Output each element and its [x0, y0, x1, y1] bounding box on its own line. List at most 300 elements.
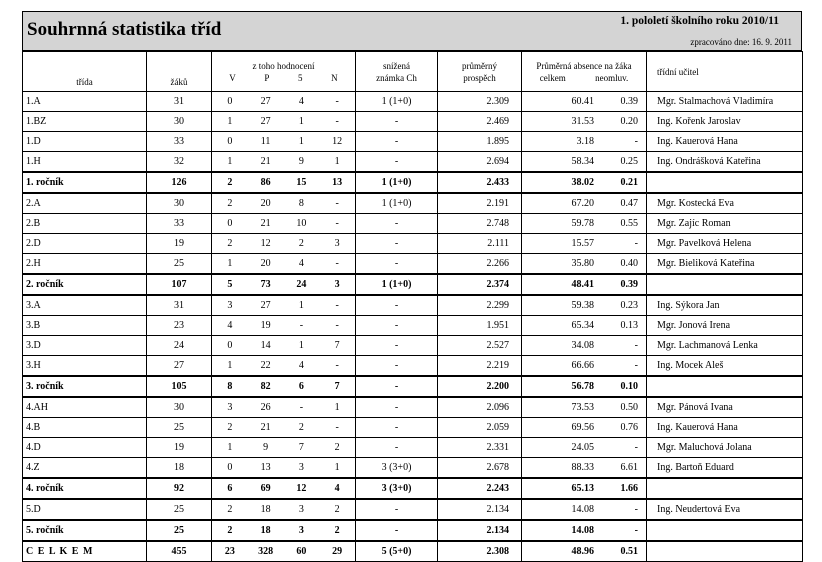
cell-v: 2 — [227, 177, 233, 188]
cell-prumer: 2.200 — [438, 376, 522, 397]
cell-ucitel: Ing. Kauerová Hana — [647, 132, 803, 152]
cell-p: 12 — [260, 238, 271, 249]
cell-neomluv: 0.21 — [620, 177, 638, 188]
cell-prumer: 2.374 — [438, 274, 522, 295]
cell-prumer: 2.694 — [438, 152, 522, 173]
cell-p: 13 — [260, 462, 271, 473]
cell-hodnoceni — [212, 397, 356, 418]
cell-prumer: 2.191 — [438, 193, 522, 214]
hodnoceni-values — [212, 156, 355, 167]
cell-zaku: 31 — [147, 295, 212, 316]
cell-v: 4 — [227, 320, 233, 331]
cell-v: 2 — [227, 238, 233, 249]
col-header-snizena — [356, 52, 438, 92]
cell-celkem: 65.34 — [571, 320, 594, 331]
cell-absence — [522, 214, 647, 234]
cell-n: - — [335, 198, 339, 209]
cell-prumer: 2.096 — [438, 397, 522, 418]
cell-n: 2 — [334, 525, 340, 536]
cell-5: 9 — [298, 156, 304, 167]
cell-absence — [522, 132, 647, 152]
cell-snizena: - — [356, 316, 438, 336]
cell-hodnoceni — [212, 376, 356, 397]
cell-absence — [522, 418, 647, 438]
cell-trida: 1.D — [23, 132, 147, 152]
col-header-ucitel: třídní učitel — [647, 52, 803, 92]
absence-values — [522, 300, 646, 311]
col-header-5: 5 — [298, 72, 303, 83]
hodnoceni-values — [212, 504, 355, 515]
cell-neomluv: 0.10 — [620, 381, 638, 392]
cell-v: 0 — [227, 218, 233, 229]
cell-absence — [522, 336, 647, 356]
col-header-n: N — [331, 72, 338, 83]
cell-v: 1 — [227, 116, 233, 127]
cell-5: 24 — [296, 279, 307, 290]
hodnoceni-values — [212, 136, 355, 147]
cell-absence — [522, 356, 647, 377]
cell-5: 6 — [298, 381, 304, 392]
report-header — [22, 11, 802, 51]
table-row — [23, 152, 803, 173]
cell-ucitel: Ing. Neudertová Eva — [647, 499, 803, 520]
cell-trida: 5.D — [23, 499, 147, 520]
cell-absence — [522, 520, 647, 541]
cell-celkem: 24.05 — [571, 442, 594, 453]
cell-ucitel: Mgr. Maluchová Jolana — [647, 438, 803, 458]
cell-snizena: 1 (1+0) — [356, 193, 438, 214]
cell-snizena: 1 (1+0) — [356, 274, 438, 295]
cell-absence — [522, 397, 647, 418]
col-header-p: P — [264, 72, 270, 83]
absence-values — [522, 218, 646, 229]
cell-p: 21 — [260, 218, 271, 229]
absence-values — [522, 279, 646, 290]
cell-hodnoceni — [212, 254, 356, 275]
cell-zaku: 33 — [147, 132, 212, 152]
cell-neomluv: 0.51 — [620, 546, 638, 557]
cell-absence — [522, 499, 647, 520]
cell-trida: 2.H — [23, 254, 147, 275]
cell-v: 5 — [227, 279, 233, 290]
cell-n: - — [335, 258, 339, 269]
cell-p: 20 — [260, 258, 271, 269]
cell-neomluv: 1.66 — [620, 483, 638, 494]
cell-neomluv: 0.39 — [620, 279, 638, 290]
cell-5: 4 — [298, 360, 304, 371]
cell-hodnoceni — [212, 92, 356, 112]
cell-neomluv: 0.39 — [620, 96, 638, 107]
hodnoceni-values — [212, 238, 355, 249]
hodnoceni-values — [212, 116, 355, 127]
cell-ucitel — [647, 376, 803, 397]
cell-celkem: 56.78 — [571, 381, 594, 392]
cell-absence — [522, 316, 647, 336]
cell-p: 328 — [258, 546, 274, 557]
cell-zaku: 31 — [147, 92, 212, 112]
cell-absence — [522, 234, 647, 254]
cell-trida: 3.D — [23, 336, 147, 356]
cell-snizena: 5 (5+0) — [356, 541, 438, 562]
cell-neomluv: 0.25 — [620, 156, 638, 167]
cell-5: 60 — [296, 546, 307, 557]
cell-zaku: 25 — [147, 520, 212, 541]
cell-celkem: 65.13 — [571, 483, 594, 494]
cell-5: 2 — [298, 422, 304, 433]
cell-celkem: 14.08 — [571, 525, 594, 536]
cell-absence — [522, 112, 647, 132]
cell-p: 73 — [260, 279, 271, 290]
table-row — [23, 214, 803, 234]
cell-ucitel: Mgr. Jonová Irena — [647, 316, 803, 336]
cell-hodnoceni — [212, 418, 356, 438]
year-total-row — [23, 520, 803, 541]
grand-total-row — [23, 541, 803, 562]
hodnoceni-values — [212, 198, 355, 209]
cell-neomluv: - — [634, 136, 638, 147]
school-period: 1. pololetí školního roku 2010/11 — [620, 15, 779, 27]
cell-v: 3 — [227, 300, 233, 311]
absence-values — [522, 504, 646, 515]
col-header-celkem: celkem — [539, 72, 566, 83]
cell-trida: 3. ročník — [23, 376, 147, 397]
cell-celkem: 59.38 — [571, 300, 594, 311]
cell-celkem: 58.34 — [571, 156, 594, 167]
cell-prumer: 2.219 — [438, 356, 522, 377]
cell-p: 22 — [260, 360, 271, 371]
cell-celkem: 38.02 — [571, 177, 594, 188]
cell-neomluv: 0.23 — [620, 300, 638, 311]
absence-values — [522, 258, 646, 269]
cell-trida: 2.D — [23, 234, 147, 254]
cell-zaku: 27 — [147, 356, 212, 377]
cell-p: 26 — [260, 402, 271, 413]
cell-n: 3 — [334, 279, 340, 290]
cell-snizena: - — [356, 520, 438, 541]
cell-snizena: - — [356, 438, 438, 458]
cell-v: 3 — [227, 402, 233, 413]
absence-values — [522, 320, 646, 331]
cell-neomluv: - — [634, 340, 638, 351]
cell-trida: 2.A — [23, 193, 147, 214]
cell-neomluv: 0.47 — [620, 198, 638, 209]
cell-v: 1 — [227, 442, 233, 453]
absence-values — [522, 422, 646, 433]
cell-n: 1 — [334, 402, 340, 413]
cell-n: 7 — [334, 381, 340, 392]
cell-zaku: 92 — [147, 478, 212, 499]
cell-celkem: 59.78 — [571, 218, 594, 229]
cell-absence — [522, 152, 647, 173]
hodnoceni-values — [212, 546, 355, 557]
table-header-row — [23, 52, 803, 92]
cell-v: 0 — [227, 136, 233, 147]
cell-snizena: - — [356, 295, 438, 316]
cell-neomluv: 0.55 — [620, 218, 638, 229]
hodnoceni-values — [212, 381, 355, 392]
cell-v: 6 — [227, 483, 233, 494]
cell-n: - — [335, 218, 339, 229]
cell-p: 27 — [260, 96, 271, 107]
cell-snizena: - — [356, 132, 438, 152]
cell-hodnoceni — [212, 458, 356, 479]
cell-celkem: 60.41 — [571, 96, 594, 107]
cell-neomluv: 0.13 — [620, 320, 638, 331]
cell-absence — [522, 92, 647, 112]
cell-p: 19 — [260, 320, 271, 331]
cell-5: - — [299, 402, 304, 413]
cell-p: 69 — [260, 483, 271, 494]
cell-5: 15 — [296, 177, 307, 188]
absence-values — [522, 116, 646, 127]
cell-prumer: 2.134 — [438, 520, 522, 541]
hodnoceni-values — [212, 218, 355, 229]
cell-trida: 4.Z — [23, 458, 147, 479]
absence-values — [522, 402, 646, 413]
cell-hodnoceni — [212, 316, 356, 336]
cell-snizena: - — [356, 376, 438, 397]
cell-snizena: - — [356, 234, 438, 254]
statistics-table — [22, 51, 803, 562]
cell-p: 18 — [260, 504, 271, 515]
cell-hodnoceni — [212, 356, 356, 377]
cell-trida: 5. ročník — [23, 520, 147, 541]
hodnoceni-values — [212, 340, 355, 351]
cell-absence — [522, 376, 647, 397]
cell-prumer: 1.951 — [438, 316, 522, 336]
col-header-absence — [522, 52, 647, 92]
cell-hodnoceni — [212, 132, 356, 152]
year-total-row — [23, 172, 803, 193]
cell-snizena: - — [356, 152, 438, 173]
col-header-prumer — [438, 52, 522, 92]
cell-snizena: - — [356, 356, 438, 377]
cell-prumer: 2.111 — [438, 234, 522, 254]
col-header-neomluv: neomluv. — [595, 72, 629, 83]
hodnoceni-values — [212, 402, 355, 413]
cell-trida: 4.AH — [23, 397, 147, 418]
cell-prumer: 2.678 — [438, 458, 522, 479]
cell-v: 2 — [227, 504, 233, 515]
hodnoceni-values — [212, 177, 355, 188]
cell-ucitel — [647, 520, 803, 541]
cell-absence — [522, 541, 647, 562]
cell-ucitel: Ing. Sýkora Jan — [647, 295, 803, 316]
cell-5: 1 — [298, 340, 304, 351]
table-row — [23, 193, 803, 214]
cell-n: - — [335, 96, 339, 107]
cell-neomluv: 6.61 — [620, 462, 638, 473]
cell-snizena: - — [356, 336, 438, 356]
cell-celkem: 15.57 — [571, 238, 594, 249]
table-row — [23, 438, 803, 458]
cell-v: 1 — [227, 156, 233, 167]
cell-prumer: 2.299 — [438, 295, 522, 316]
cell-zaku: 105 — [147, 376, 212, 397]
cell-snizena: 3 (3+0) — [356, 478, 438, 499]
cell-ucitel: Mgr. Pánová Ivana — [647, 397, 803, 418]
cell-zaku: 126 — [147, 172, 212, 193]
cell-celkem: 48.96 — [571, 546, 594, 557]
cell-n: 1 — [334, 156, 340, 167]
cell-prumer: 2.059 — [438, 418, 522, 438]
cell-celkem: 66.66 — [571, 360, 594, 371]
cell-zaku: 19 — [147, 438, 212, 458]
cell-neomluv: 0.76 — [620, 422, 638, 433]
cell-n: 29 — [332, 546, 343, 557]
cell-n: - — [335, 300, 339, 311]
absence-values — [522, 483, 646, 494]
cell-absence — [522, 254, 647, 275]
cell-snizena: - — [356, 254, 438, 275]
cell-zaku: 455 — [147, 541, 212, 562]
cell-prumer: 2.309 — [438, 92, 522, 112]
cell-absence — [522, 478, 647, 499]
table-row — [23, 458, 803, 479]
cell-celkem: 73.53 — [571, 402, 594, 413]
cell-prumer: 2.527 — [438, 336, 522, 356]
absence-values — [522, 546, 646, 557]
cell-zaku: 25 — [147, 254, 212, 275]
cell-trida: 4.D — [23, 438, 147, 458]
hodnoceni-subheaders — [215, 72, 352, 84]
cell-zaku: 30 — [147, 112, 212, 132]
hodnoceni-values — [212, 442, 355, 453]
cell-5: 2 — [298, 238, 304, 249]
cell-ucitel — [647, 478, 803, 499]
cell-v: 0 — [227, 340, 233, 351]
processed-date: zpracováno dne: 16. 9. 2011 — [690, 37, 792, 47]
cell-ucitel: Ing. Ondrášková Kateřina — [647, 152, 803, 173]
cell-trida: 1.H — [23, 152, 147, 173]
absence-values — [522, 198, 646, 209]
year-total-row — [23, 478, 803, 499]
cell-trida: 4.B — [23, 418, 147, 438]
cell-ucitel: Ing. Mocek Aleš — [647, 356, 803, 377]
cell-p: 27 — [260, 116, 271, 127]
cell-5: - — [299, 320, 304, 331]
absence-values — [522, 381, 646, 392]
cell-trida: 1.BZ — [23, 112, 147, 132]
table-row — [23, 336, 803, 356]
cell-prumer: 2.469 — [438, 112, 522, 132]
cell-n: 2 — [334, 504, 340, 515]
cell-zaku: 25 — [147, 418, 212, 438]
cell-n: 12 — [332, 136, 343, 147]
cell-zaku: 24 — [147, 336, 212, 356]
absence-values — [522, 442, 646, 453]
cell-zaku: 33 — [147, 214, 212, 234]
cell-snizena: - — [356, 214, 438, 234]
year-total-row — [23, 274, 803, 295]
cell-5: 1 — [298, 300, 304, 311]
cell-p: 18 — [260, 525, 271, 536]
cell-ucitel: Ing. Kořenk Jaroslav — [647, 112, 803, 132]
snizena-line1: snížená — [383, 60, 410, 71]
cell-v: 23 — [224, 546, 235, 557]
cell-ucitel: Ing. Kauerová Hana — [647, 418, 803, 438]
cell-v: 1 — [227, 360, 233, 371]
hodnoceni-values — [212, 258, 355, 269]
cell-celkem: 67.20 — [571, 198, 594, 209]
hodnoceni-values — [212, 525, 355, 536]
cell-prumer: 2.308 — [438, 541, 522, 562]
cell-n: 7 — [334, 340, 340, 351]
cell-ucitel: Mgr. Pavelková Helena — [647, 234, 803, 254]
cell-hodnoceni — [212, 214, 356, 234]
cell-absence — [522, 274, 647, 295]
cell-prumer: 2.433 — [438, 172, 522, 193]
cell-ucitel: Ing. Bartoň Eduard — [647, 458, 803, 479]
hodnoceni-values — [212, 360, 355, 371]
cell-5: 10 — [296, 218, 307, 229]
cell-n: - — [335, 116, 339, 127]
cell-hodnoceni — [212, 152, 356, 173]
statistics-sheet — [22, 11, 802, 562]
cell-ucitel — [647, 274, 803, 295]
cell-neomluv: - — [634, 504, 638, 515]
table-row — [23, 92, 803, 112]
cell-neomluv: - — [634, 525, 638, 536]
cell-absence — [522, 193, 647, 214]
col-header-zaku: žáků — [147, 52, 212, 92]
cell-celkem: 48.41 — [571, 279, 594, 290]
absence-values — [522, 462, 646, 473]
cell-n: 13 — [332, 177, 343, 188]
cell-snizena: - — [356, 397, 438, 418]
cell-celkem: 35.80 — [571, 258, 594, 269]
cell-celkem: 88.33 — [571, 462, 594, 473]
cell-v: 0 — [227, 462, 233, 473]
cell-trida: 1.A — [23, 92, 147, 112]
cell-trida: 3.A — [23, 295, 147, 316]
cell-p: 14 — [260, 340, 271, 351]
cell-neomluv: - — [634, 442, 638, 453]
cell-neomluv: 0.40 — [620, 258, 638, 269]
cell-n: 1 — [334, 462, 340, 473]
cell-p: 27 — [260, 300, 271, 311]
table-row — [23, 316, 803, 336]
hodnoceni-title: z toho hodnocení — [252, 60, 315, 71]
cell-ucitel: Mgr. Stalmachová Vladimíra — [647, 92, 803, 112]
cell-neomluv: - — [634, 238, 638, 249]
table-row — [23, 418, 803, 438]
cell-neomluv: 0.50 — [620, 402, 638, 413]
absence-subheaders — [525, 72, 643, 84]
cell-prumer: 2.266 — [438, 254, 522, 275]
cell-hodnoceni — [212, 499, 356, 520]
cell-trida: 2.B — [23, 214, 147, 234]
prumer-line1: průměrný — [462, 60, 497, 71]
cell-p: 9 — [263, 442, 269, 453]
cell-hodnoceni — [212, 478, 356, 499]
cell-p: 20 — [260, 198, 271, 209]
hodnoceni-values — [212, 279, 355, 290]
hodnoceni-values — [212, 462, 355, 473]
cell-prumer: 2.748 — [438, 214, 522, 234]
table-row — [23, 499, 803, 520]
year-total-row — [23, 376, 803, 397]
cell-5: 3 — [298, 525, 304, 536]
snizena-line2: známka Ch — [376, 72, 417, 83]
table-row — [23, 254, 803, 275]
cell-neomluv: - — [634, 360, 638, 371]
absence-values — [522, 238, 646, 249]
cell-n: 2 — [334, 442, 340, 453]
cell-v: 8 — [227, 381, 233, 392]
cell-hodnoceni — [212, 541, 356, 562]
cell-ucitel — [647, 172, 803, 193]
